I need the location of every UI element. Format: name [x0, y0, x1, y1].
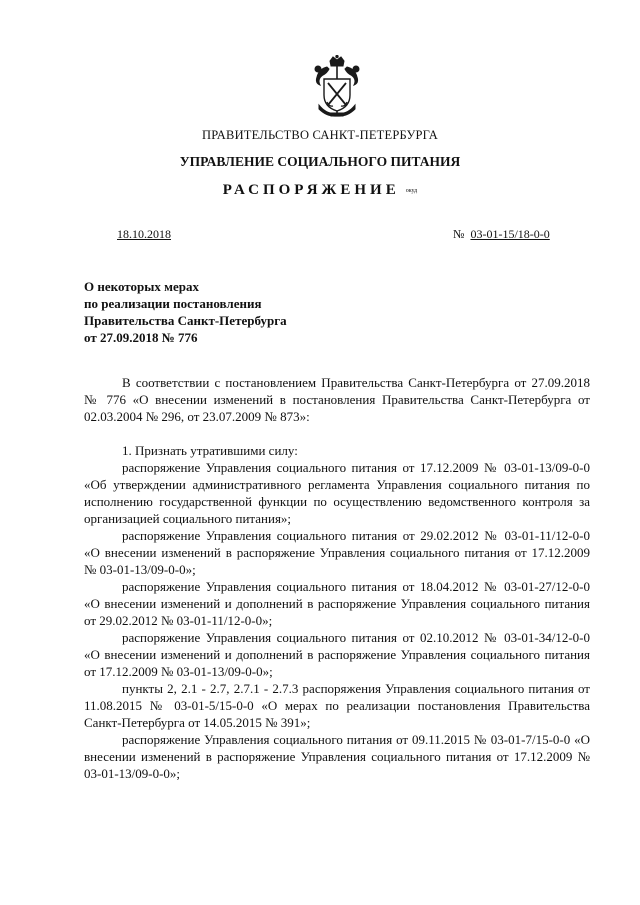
coat-of-arms-emblem [311, 55, 363, 117]
body-paragraph: пункты 2, 2.1 - 2.7, 2.7.1 - 2.7.3 распоряжения Управления социального питания от 11.08.2015 № 03-01-5/15-0-0 «О мерах по реализации постановления Правительства Санкт-Петербурга от 14.05.2015 № 391»; [84, 681, 590, 730]
title-line: Правительства Санкт-Петербурга [84, 313, 287, 328]
document-type-label: РАСПОРЯЖЕНИЕ [222, 182, 400, 198]
title-line: от 27.09.2018 № 776 [84, 330, 198, 345]
title-line: по реализации постановления [84, 296, 262, 311]
government-name: ПРАВИТЕЛЬСТВО САНКТ-ПЕТЕРБУРГА [202, 128, 438, 142]
number-label: № [453, 227, 465, 241]
body-paragraph: распоряжение Управления социального питания от 17.12.2009 № 03-01-13/09-0-0 «Об утверждении административного регламента Управления социального питания по исполнению государственной функции по осуществлению ведомственного контроля за организацией социального питания»; [84, 460, 590, 526]
okud-code: окуд [405, 187, 418, 194]
number-value: 03-01-15/18-0-0 [470, 227, 550, 241]
document-title [84, 278, 384, 346]
body-paragraph: распоряжение Управления социального питания от 02.10.2012 № 03-01-34/12-0-0 «О внесении изменений и дополнений в распоряжение Управления социального питания от 17.12.2009 № 03-01-13/09-0-0»; [84, 630, 590, 679]
intro-paragraph: В соответствии с постановлением Правительства Санкт-Петербурга от 27.09.2018 № 776 «О внесении изменений в постановления Правительства Санкт-Петербурга от 02.03.2004 № 296, от 23.07.2009 № 873»: [84, 375, 590, 424]
body-paragraph: распоряжение Управления социального питания от 18.04.2012 № 03-01-27/12-0-0 «О внесении изменений и дополнений в распоряжение Управления социального питания от 29.02.2012 № 03-01-11/12-0-0»; [84, 579, 590, 628]
title-line: О некоторых мерах [84, 279, 199, 294]
body-paragraph: распоряжение Управления социального питания от 29.02.2012 № 03-01-11/12-0-0 «О внесении изменений в распоряжение Управления социального питания от 17.12.2009 № 03-01-13/09-0-0»; [84, 528, 590, 577]
document-date-value: 18.10.2018 [117, 227, 171, 241]
document-date [117, 227, 189, 242]
body-paragraph: распоряжение Управления социального питания от 09.11.2015 № 03-01-7/15-0-0 «О внесении изменений в распоряжение Управления социального питания от 17.12.2009 № 03-01-13/09-0-0»; [84, 732, 590, 781]
item-1-heading: 1. Признать утратившими силу: [122, 443, 298, 458]
document-number [453, 227, 550, 242]
document-body [84, 374, 590, 782]
department-name: УПРАВЛЕНИЕ СОЦИАЛЬНОГО ПИТАНИЯ [179, 154, 461, 169]
document-type [0, 182, 640, 199]
